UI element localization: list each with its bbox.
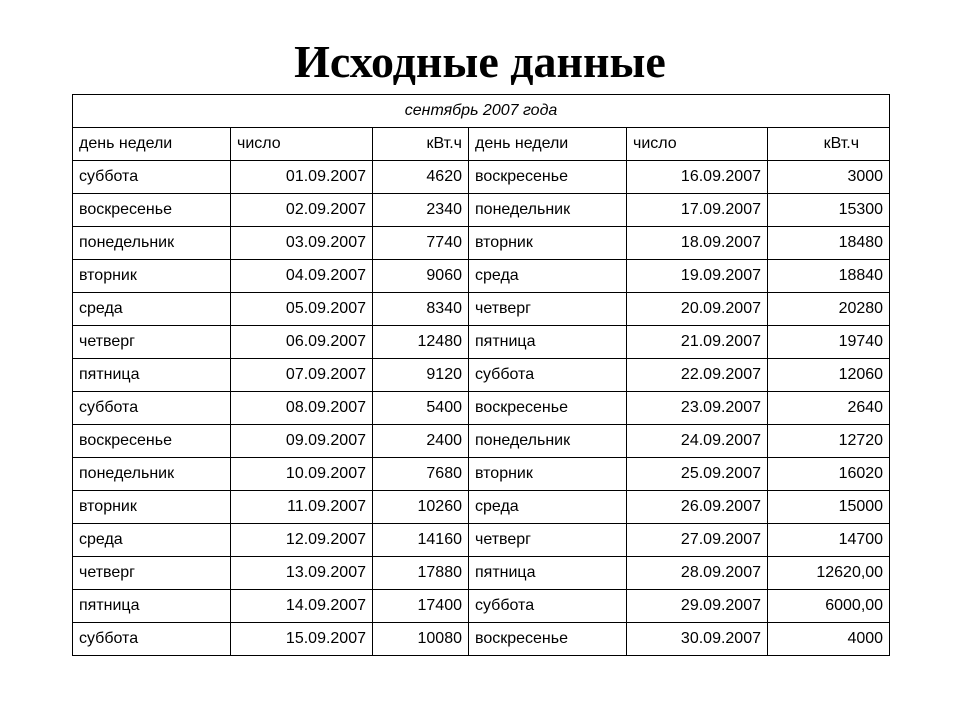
kwh-cell: 7680 (373, 458, 469, 491)
day-of-week-cell: суббота (469, 590, 627, 623)
day-of-week-cell: воскресенье (73, 194, 231, 227)
day-of-week-cell: четверг (469, 524, 627, 557)
kwh-cell: 12060 (768, 359, 890, 392)
day-of-week-cell: воскресенье (469, 392, 627, 425)
day-of-week-cell: пятница (73, 359, 231, 392)
date-cell: 27.09.2007 (627, 524, 768, 557)
date-cell: 10.09.2007 (231, 458, 373, 491)
date-cell: 29.09.2007 (627, 590, 768, 623)
table-row (73, 524, 890, 557)
kwh-cell: 5400 (373, 392, 469, 425)
date-cell: 18.09.2007 (627, 227, 768, 260)
kwh-cell: 9060 (373, 260, 469, 293)
table-row (73, 359, 890, 392)
kwh-cell: 4000 (768, 623, 890, 656)
kwh-cell: 8340 (373, 293, 469, 326)
date-cell: 23.09.2007 (627, 392, 768, 425)
kwh-cell: 14160 (373, 524, 469, 557)
date-cell: 21.09.2007 (627, 326, 768, 359)
day-of-week-cell: воскресенье (73, 425, 231, 458)
table-row (73, 293, 890, 326)
date-cell: 20.09.2007 (627, 293, 768, 326)
day-of-week-cell: среда (73, 293, 231, 326)
day-of-week-cell: пятница (469, 326, 627, 359)
date-cell: 25.09.2007 (627, 458, 768, 491)
date-cell: 24.09.2007 (627, 425, 768, 458)
date-cell: 15.09.2007 (231, 623, 373, 656)
day-of-week-cell: пятница (73, 590, 231, 623)
kwh-cell: 14700 (768, 524, 890, 557)
table-row (73, 260, 890, 293)
date-cell: 05.09.2007 (231, 293, 373, 326)
day-of-week-cell: суббота (73, 623, 231, 656)
table-row (73, 161, 890, 194)
kwh-cell: 12620,00 (768, 557, 890, 590)
kwh-cell: 15300 (768, 194, 890, 227)
day-of-week-cell: вторник (73, 260, 231, 293)
date-cell: 01.09.2007 (231, 161, 373, 194)
header-date: число (231, 128, 373, 161)
date-cell: 28.09.2007 (627, 557, 768, 590)
date-cell: 22.09.2007 (627, 359, 768, 392)
kwh-cell: 2640 (768, 392, 890, 425)
day-of-week-cell: воскресенье (469, 623, 627, 656)
day-of-week-cell: понедельник (73, 227, 231, 260)
kwh-cell: 18480 (768, 227, 890, 260)
table-row (73, 326, 890, 359)
day-of-week-cell: вторник (73, 491, 231, 524)
table-caption-row (73, 95, 890, 128)
page-title: Исходные данные (294, 36, 666, 87)
kwh-cell: 19740 (768, 326, 890, 359)
date-cell: 04.09.2007 (231, 260, 373, 293)
date-cell: 02.09.2007 (231, 194, 373, 227)
header-day-of-week: день недели (73, 128, 231, 161)
header-kwh: кВт.ч (373, 128, 469, 161)
day-of-week-cell: среда (469, 260, 627, 293)
kwh-cell: 16020 (768, 458, 890, 491)
date-cell: 30.09.2007 (627, 623, 768, 656)
table-caption: сентябрь 2007 года (73, 95, 890, 128)
data-table (72, 94, 890, 656)
day-of-week-cell: понедельник (469, 425, 627, 458)
day-of-week-cell: вторник (469, 458, 627, 491)
table-header-row (73, 128, 890, 161)
day-of-week-cell: среда (73, 524, 231, 557)
date-cell: 03.09.2007 (231, 227, 373, 260)
kwh-cell: 18840 (768, 260, 890, 293)
table-row (73, 458, 890, 491)
kwh-cell: 9120 (373, 359, 469, 392)
date-cell: 12.09.2007 (231, 524, 373, 557)
day-of-week-cell: воскресенье (469, 161, 627, 194)
kwh-cell: 3000 (768, 161, 890, 194)
kwh-cell: 15000 (768, 491, 890, 524)
kwh-cell: 20280 (768, 293, 890, 326)
table-row (73, 392, 890, 425)
day-of-week-cell: суббота (469, 359, 627, 392)
header-kwh: кВт.ч (768, 128, 890, 161)
table-row (73, 194, 890, 227)
table-row (73, 425, 890, 458)
date-cell: 17.09.2007 (627, 194, 768, 227)
day-of-week-cell: среда (469, 491, 627, 524)
day-of-week-cell: понедельник (469, 194, 627, 227)
kwh-cell: 17880 (373, 557, 469, 590)
header-day-of-week: день недели (469, 128, 627, 161)
day-of-week-cell: пятница (469, 557, 627, 590)
table-row (73, 557, 890, 590)
date-cell: 14.09.2007 (231, 590, 373, 623)
kwh-cell: 7740 (373, 227, 469, 260)
table-row (73, 227, 890, 260)
date-cell: 09.09.2007 (231, 425, 373, 458)
date-cell: 13.09.2007 (231, 557, 373, 590)
day-of-week-cell: четверг (469, 293, 627, 326)
date-cell: 19.09.2007 (627, 260, 768, 293)
date-cell: 26.09.2007 (627, 491, 768, 524)
date-cell: 07.09.2007 (231, 359, 373, 392)
kwh-cell: 2340 (373, 194, 469, 227)
date-cell: 06.09.2007 (231, 326, 373, 359)
kwh-cell: 10080 (373, 623, 469, 656)
date-cell: 08.09.2007 (231, 392, 373, 425)
table-row (73, 623, 890, 656)
day-of-week-cell: четверг (73, 326, 231, 359)
table-row (73, 491, 890, 524)
date-cell: 11.09.2007 (231, 491, 373, 524)
day-of-week-cell: суббота (73, 392, 231, 425)
day-of-week-cell: четверг (73, 557, 231, 590)
date-cell: 16.09.2007 (627, 161, 768, 194)
kwh-cell: 10260 (373, 491, 469, 524)
day-of-week-cell: понедельник (73, 458, 231, 491)
day-of-week-cell: суббота (73, 161, 231, 194)
kwh-cell: 6000,00 (768, 590, 890, 623)
header-date: число (627, 128, 768, 161)
day-of-week-cell: вторник (469, 227, 627, 260)
kwh-cell: 12480 (373, 326, 469, 359)
kwh-cell: 4620 (373, 161, 469, 194)
kwh-cell: 2400 (373, 425, 469, 458)
table-row (73, 590, 890, 623)
kwh-cell: 17400 (373, 590, 469, 623)
kwh-cell: 12720 (768, 425, 890, 458)
